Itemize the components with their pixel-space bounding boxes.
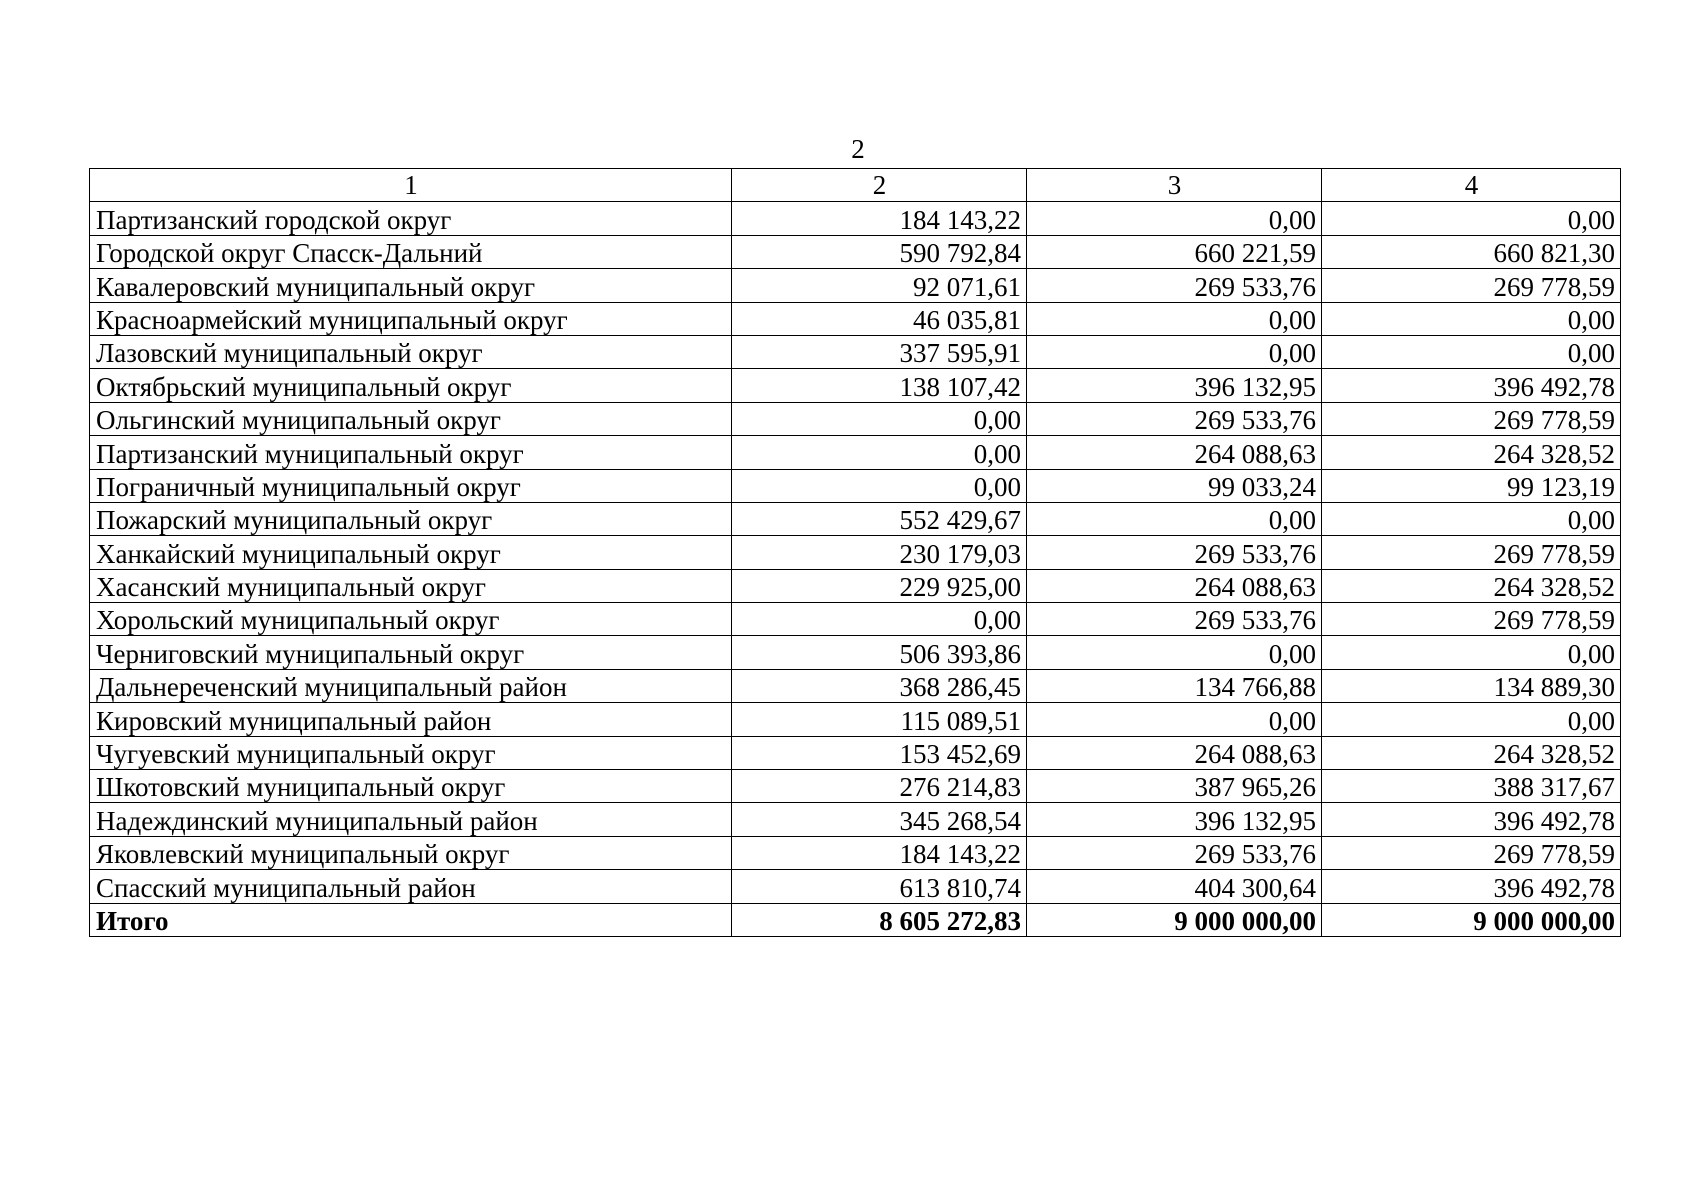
municipality-name-cell: Кировский муниципальный район <box>90 703 732 736</box>
municipality-name-cell: Лазовский муниципальный округ <box>90 335 732 368</box>
value-cell-col2: 92 071,61 <box>732 269 1027 302</box>
table-row <box>90 870 1621 903</box>
value-cell-col4: 264 328,52 <box>1322 569 1621 602</box>
value-cell-col4: 396 492,78 <box>1322 803 1621 836</box>
page-number: 2 <box>851 134 865 164</box>
table-row <box>90 603 1621 636</box>
value-cell-col3: 0,00 <box>1027 202 1322 235</box>
value-cell-col2: 345 268,54 <box>732 803 1027 836</box>
municipality-name-cell: Пограничный муниципальный округ <box>90 469 732 502</box>
table-row <box>90 803 1621 836</box>
municipality-name-cell: Черниговский муниципальный округ <box>90 636 732 669</box>
value-cell-col4: 134 889,30 <box>1322 669 1621 702</box>
data-table <box>89 168 1621 937</box>
municipality-name-cell: Партизанский муниципальный округ <box>90 436 732 469</box>
value-cell-col2: 552 429,67 <box>732 502 1027 535</box>
municipality-name-cell: Хорольский муниципальный округ <box>90 603 732 636</box>
table-row <box>90 502 1621 535</box>
header-cell: 4 <box>1322 169 1621 202</box>
value-cell-col2: 0,00 <box>732 436 1027 469</box>
value-cell-col3: 269 533,76 <box>1027 836 1322 869</box>
table-row <box>90 369 1621 402</box>
value-cell-col4: 0,00 <box>1322 703 1621 736</box>
table-row <box>90 202 1621 235</box>
value-cell-col2: 8 605 272,83 <box>732 903 1027 936</box>
value-cell-col3: 404 300,64 <box>1027 870 1322 903</box>
table-header-row <box>90 169 1621 202</box>
value-cell-col4: 396 492,78 <box>1322 870 1621 903</box>
value-cell-col2: 115 089,51 <box>732 703 1027 736</box>
municipality-name-cell: Дальнереченский муниципальный район <box>90 669 732 702</box>
value-cell-col2: 230 179,03 <box>732 536 1027 569</box>
table-row <box>90 302 1621 335</box>
value-cell-col3: 9 000 000,00 <box>1027 903 1322 936</box>
header-cell: 2 <box>732 169 1027 202</box>
municipality-name-cell: Чугуевский муниципальный округ <box>90 736 732 769</box>
value-cell-col4: 0,00 <box>1322 636 1621 669</box>
value-cell-col3: 387 965,26 <box>1027 770 1322 803</box>
value-cell-col4: 269 778,59 <box>1322 603 1621 636</box>
value-cell-col4: 660 821,30 <box>1322 235 1621 268</box>
table-row <box>90 836 1621 869</box>
value-cell-col3: 0,00 <box>1027 502 1322 535</box>
value-cell-col2: 590 792,84 <box>732 235 1027 268</box>
municipality-name-cell: Октябрьский муниципальный округ <box>90 369 732 402</box>
value-cell-col3: 264 088,63 <box>1027 569 1322 602</box>
value-cell-col4: 0,00 <box>1322 335 1621 368</box>
value-cell-col4: 264 328,52 <box>1322 736 1621 769</box>
value-cell-col3: 99 033,24 <box>1027 469 1322 502</box>
municipality-name-cell: Спасский муниципальный район <box>90 870 732 903</box>
municipality-name-cell: Городской округ Спасск-Дальний <box>90 235 732 268</box>
table-row <box>90 269 1621 302</box>
table-row <box>90 402 1621 435</box>
value-cell-col3: 264 088,63 <box>1027 736 1322 769</box>
value-cell-col4: 99 123,19 <box>1322 469 1621 502</box>
value-cell-col3: 0,00 <box>1027 302 1322 335</box>
header-cell: 3 <box>1027 169 1322 202</box>
value-cell-col2: 337 595,91 <box>732 335 1027 368</box>
value-cell-col4: 269 778,59 <box>1322 402 1621 435</box>
value-cell-col2: 0,00 <box>732 469 1027 502</box>
total-row <box>90 903 1621 936</box>
value-cell-col4: 269 778,59 <box>1322 536 1621 569</box>
value-cell-col2: 229 925,00 <box>732 569 1027 602</box>
municipality-name-cell: Хасанский муниципальный округ <box>90 569 732 602</box>
value-cell-col2: 153 452,69 <box>732 736 1027 769</box>
table-row <box>90 636 1621 669</box>
municipality-name-cell: Красноармейский муниципальный округ <box>90 302 732 335</box>
value-cell-col3: 0,00 <box>1027 636 1322 669</box>
value-cell-col2: 0,00 <box>732 603 1027 636</box>
value-cell-col3: 269 533,76 <box>1027 269 1322 302</box>
value-cell-col3: 660 221,59 <box>1027 235 1322 268</box>
table-row <box>90 235 1621 268</box>
value-cell-col4: 269 778,59 <box>1322 269 1621 302</box>
value-cell-col4: 396 492,78 <box>1322 369 1621 402</box>
value-cell-col4: 269 778,59 <box>1322 836 1621 869</box>
value-cell-col4: 9 000 000,00 <box>1322 903 1621 936</box>
value-cell-col3: 396 132,95 <box>1027 369 1322 402</box>
value-cell-col3: 269 533,76 <box>1027 402 1322 435</box>
table-row <box>90 770 1621 803</box>
table-row <box>90 335 1621 368</box>
value-cell-col3: 134 766,88 <box>1027 669 1322 702</box>
municipality-name-cell: Шкотовский муниципальный округ <box>90 770 732 803</box>
municipality-name-cell: Итого <box>90 903 732 936</box>
municipality-name-cell: Партизанский городской округ <box>90 202 732 235</box>
table-row <box>90 669 1621 702</box>
header-cell: 1 <box>90 169 732 202</box>
value-cell-col4: 0,00 <box>1322 202 1621 235</box>
value-cell-col4: 264 328,52 <box>1322 436 1621 469</box>
table-row <box>90 469 1621 502</box>
municipality-name-cell: Яковлевский муниципальный округ <box>90 836 732 869</box>
value-cell-col2: 0,00 <box>732 402 1027 435</box>
value-cell-col2: 368 286,45 <box>732 669 1027 702</box>
value-cell-col3: 396 132,95 <box>1027 803 1322 836</box>
value-cell-col3: 0,00 <box>1027 703 1322 736</box>
value-cell-col2: 184 143,22 <box>732 202 1027 235</box>
value-cell-col3: 0,00 <box>1027 335 1322 368</box>
value-cell-col3: 264 088,63 <box>1027 436 1322 469</box>
table-row <box>90 436 1621 469</box>
municipality-name-cell: Ханкайский муниципальный округ <box>90 536 732 569</box>
value-cell-col2: 184 143,22 <box>732 836 1027 869</box>
table-row <box>90 536 1621 569</box>
value-cell-col2: 46 035,81 <box>732 302 1027 335</box>
value-cell-col4: 0,00 <box>1322 302 1621 335</box>
value-cell-col2: 613 810,74 <box>732 870 1027 903</box>
table-row <box>90 703 1621 736</box>
value-cell-col2: 276 214,83 <box>732 770 1027 803</box>
value-cell-col3: 269 533,76 <box>1027 536 1322 569</box>
municipality-name-cell: Ольгинский муниципальный округ <box>90 402 732 435</box>
value-cell-col2: 138 107,42 <box>732 369 1027 402</box>
table-row <box>90 569 1621 602</box>
municipality-name-cell: Кавалеровский муниципальный округ <box>90 269 732 302</box>
value-cell-col3: 269 533,76 <box>1027 603 1322 636</box>
municipality-name-cell: Пожарский муниципальный округ <box>90 502 732 535</box>
municipality-name-cell: Надеждинский муниципальный район <box>90 803 732 836</box>
value-cell-col4: 0,00 <box>1322 502 1621 535</box>
value-cell-col2: 506 393,86 <box>732 636 1027 669</box>
table-row <box>90 736 1621 769</box>
value-cell-col4: 388 317,67 <box>1322 770 1621 803</box>
